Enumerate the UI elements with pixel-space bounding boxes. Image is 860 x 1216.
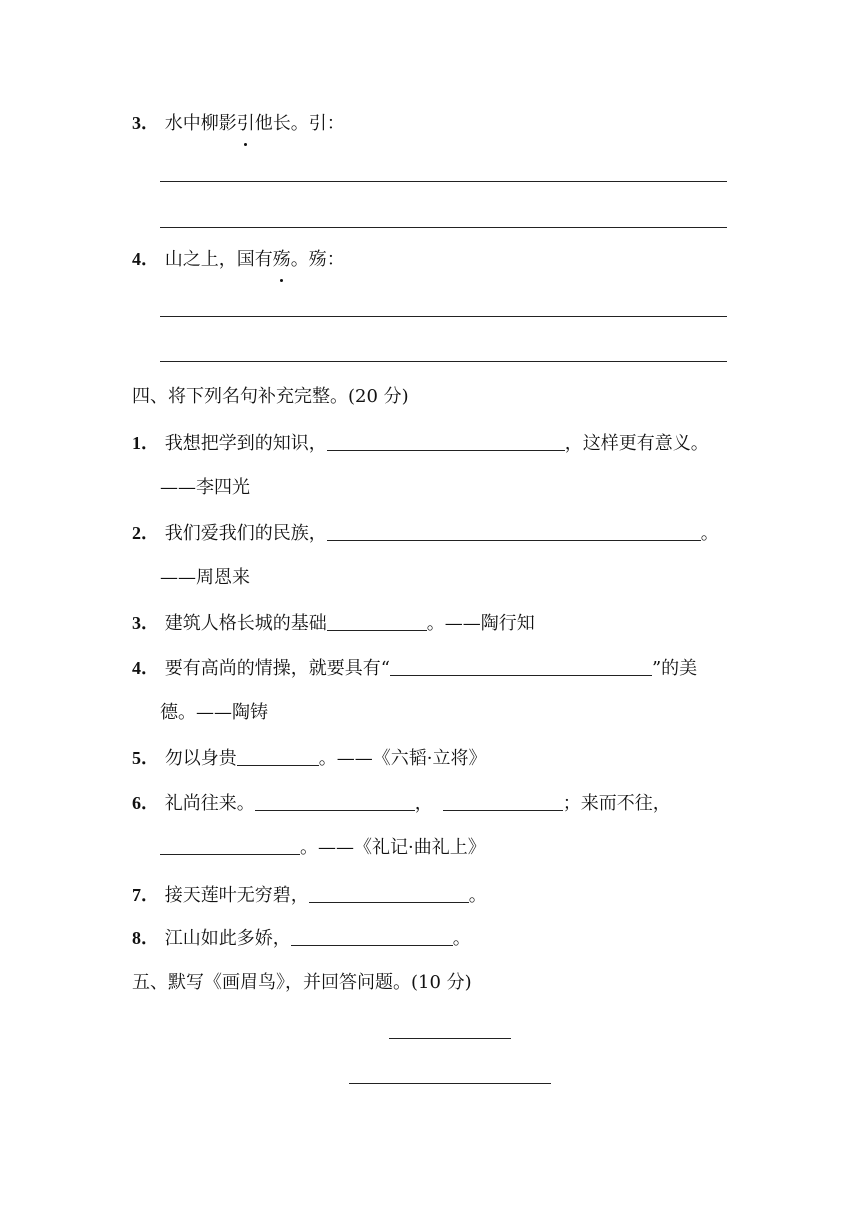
fill-blank[interactable] [327, 520, 701, 541]
poem-author-blank[interactable] [349, 1083, 551, 1084]
question-number: 7 [132, 885, 141, 905]
s4-question-1: 1． 我想把学到的知识， ，这样更有意义。 [132, 428, 709, 458]
question-text: 建筑人格长城的基础 [164, 613, 327, 634]
question-text: 我想把学到的知识， [164, 433, 327, 454]
question-text: 。——陶行知 [426, 613, 535, 634]
question-text: 。 [452, 928, 471, 949]
answer-line[interactable] [160, 181, 727, 182]
answer-line[interactable] [160, 227, 727, 228]
s4-question-8: 8． 江山如此多娇， 。 [132, 923, 471, 953]
s4-question-4: 4． 要有高尚的情操，就要具有“ ”的美 [132, 653, 697, 683]
section-5-title: 五、默写《画眉鸟》，并回答问题。(10 分) [132, 972, 472, 993]
s4-question-5: 5． 勿以身贵 。——《六韬·立将》 [132, 743, 486, 773]
question-continuation [160, 833, 486, 863]
question-text-pre: 水中柳影 [164, 113, 237, 134]
fill-blank[interactable] [255, 790, 415, 811]
fill-blank[interactable] [327, 430, 565, 451]
question-number: 1 [132, 433, 141, 453]
question-number: 3 [132, 113, 141, 133]
fill-blank[interactable] [390, 655, 652, 676]
question-text: 。——《礼记·曲礼上》 [300, 837, 486, 858]
question-number: 4 [132, 249, 141, 269]
question-text: 我们爱我们的民族， [164, 523, 327, 544]
question-text: 。——《六韬·立将》 [318, 748, 487, 769]
emphasis-char: 引 [237, 109, 255, 139]
poem-title-blank[interactable] [389, 1038, 511, 1039]
fill-blank[interactable] [291, 925, 453, 946]
s4-question-2: 2． 我们爱我们的民族， 。 [132, 518, 719, 548]
question-3-prev: 3． 水中柳影引他长。引： [132, 108, 345, 138]
question-text: 要有高尚的情操，就要具有“ [164, 658, 390, 679]
question-number: 3 [132, 613, 141, 633]
question-text: 。 [700, 523, 719, 544]
question-text: ， [414, 793, 433, 814]
s4-question-6: 6． 礼尚往来。 ， ；来而不往， [132, 788, 671, 818]
fill-blank[interactable] [443, 790, 563, 811]
emphasis-char: 殇 [273, 245, 291, 275]
fill-blank[interactable] [309, 882, 469, 903]
question-number: 2 [132, 523, 141, 543]
question-text: ，这样更有意义。 [564, 433, 709, 454]
question-number: 4 [132, 658, 141, 678]
question-text-post: 他长。引： [254, 113, 345, 134]
attribution: ——周恩来 [160, 567, 250, 588]
question-4-prev: 4． 山之上，国有殇。殇： [132, 244, 345, 274]
question-text: 礼尚往来。 [164, 793, 255, 814]
question-number: 8 [132, 928, 141, 948]
answer-line[interactable] [160, 316, 727, 317]
question-text: 接天莲叶无穷碧， [164, 885, 309, 906]
question-number: 6 [132, 793, 141, 813]
question-continuation: 德。——陶铸 [160, 702, 268, 723]
question-text: ；来而不往， [562, 793, 671, 814]
fill-blank[interactable] [160, 834, 300, 855]
answer-line[interactable] [160, 361, 727, 362]
question-text-post: 。殇： [290, 249, 345, 270]
question-text: 。 [468, 885, 487, 906]
s4-question-7: 7． 接天莲叶无穷碧， 。 [132, 880, 487, 910]
question-text: ”的美 [651, 658, 698, 679]
question-text-pre: 山之上，国有 [164, 249, 273, 270]
question-number: 5 [132, 748, 141, 768]
section-4-title: 四、将下列名句补充完整。(20 分) [132, 386, 409, 407]
fill-blank[interactable] [327, 610, 427, 631]
fill-blank[interactable] [237, 745, 319, 766]
attribution: ——李四光 [160, 477, 250, 498]
s4-question-3: 3． 建筑人格长城的基础 。——陶行知 [132, 608, 535, 638]
question-text: 江山如此多娇， [164, 928, 291, 949]
question-text: 勿以身贵 [164, 748, 237, 769]
